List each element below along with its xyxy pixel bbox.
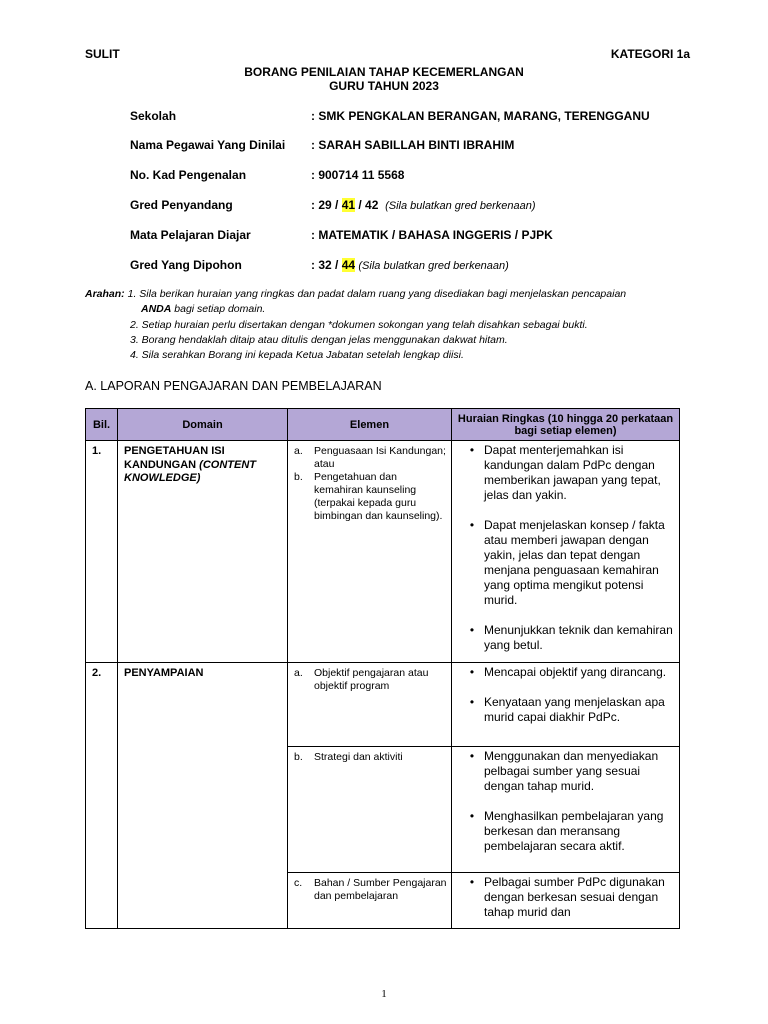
element-item: [294, 445, 447, 471]
subject-value: : MATEMATIK / BAHASA INGGERIS / PJPK: [311, 228, 553, 242]
description-item: [460, 665, 675, 680]
current-grade-note: (Sila bulatkan gred berkenaan): [385, 200, 536, 212]
element-text: Bahan / Sumber Pengajaran dan pembelajaran: [314, 877, 447, 902]
current-grade-prefix: : 29 /: [311, 198, 342, 212]
description-item: [460, 695, 675, 725]
description-text: Menggunakan dan menyediakan pelbagai sumber yang sesuai dengan tahap murid.: [484, 749, 659, 793]
element-item: [294, 877, 447, 903]
description-text: Mencapai objektif yang dirancang.: [484, 665, 667, 679]
bullet-icon: •: [469, 749, 475, 763]
ic-number-label: No. Kad Pengenalan: [130, 168, 247, 182]
form-subtitle: GURU TAHUN 2023: [329, 79, 439, 93]
element-marker: a.: [294, 667, 303, 679]
element-text: Penguasaan Isi Kandungan; atau: [314, 445, 446, 470]
element-cell: [288, 873, 452, 929]
instructions-line-1b: [141, 303, 265, 315]
description-cell: [452, 873, 680, 929]
ic-number-value: : 900714 11 5568: [311, 168, 405, 182]
description-text: Menunjukkan teknik dan kemahiran yang betul.: [484, 623, 673, 652]
description-item: [460, 443, 675, 503]
applied-grade-note: (Sila bulatkan gred berkenaan): [358, 260, 509, 272]
applied-grade-label: Gred Yang Dipohon: [130, 258, 242, 272]
bullet-icon: •: [469, 809, 475, 823]
applied-grade-value: [311, 258, 509, 272]
bullet-icon: •: [469, 695, 475, 709]
element-item: [294, 471, 447, 523]
row-number: 1.: [86, 441, 118, 663]
instructions-text-1: 1. Sila berikan huraian yang ringkas dan padat dalam ruang yang disediakan bagi menjelaskan pencapaian: [127, 288, 627, 300]
header-huraian: Huraian Ringkas (10 hingga 20 perkataan bagi setiap elemen): [452, 409, 680, 441]
header-elemen: Elemen: [288, 409, 452, 441]
description-text: Kenyataan yang menjelaskan apa murid capai diakhir PdPc.: [484, 695, 665, 724]
element-cell: [288, 663, 452, 747]
domain-text: PENGETAHUAN ISI KANDUNGAN: [124, 445, 225, 471]
instructions-line-2: 2. Setiap huraian perlu disertakan dengan *dokumen sokongan yang telah disahkan sebagai bukti.: [130, 319, 588, 331]
current-grade-suffix: / 42: [355, 198, 379, 212]
description-item: [460, 875, 675, 920]
domain-italic-text: (CONTENT KNOWLEDGE): [124, 458, 256, 484]
officer-name-label: Nama Pegawai Yang Dinilai: [130, 138, 286, 152]
header-bil: Bil.: [86, 409, 118, 441]
current-grade-highlight: 41: [341, 198, 356, 212]
instructions-label: Arahan:: [85, 288, 125, 300]
current-grade-label: Gred Penyandang: [130, 198, 233, 212]
element-cell: [288, 747, 452, 873]
page-number: 1: [381, 988, 387, 1000]
table-header-row: [86, 409, 680, 441]
element-cell: [288, 441, 452, 663]
description-text: Dapat menterjemahkan isi kandungan dalam PdPc dengan memberikan jawapan yang tepat, jelas dan yakin.: [484, 443, 661, 502]
description-cell: [452, 747, 680, 873]
description-item: [460, 623, 675, 653]
element-marker: b.: [294, 471, 303, 483]
domain-cell: PENYAMPAIAN: [118, 663, 288, 929]
bullet-icon: •: [469, 665, 475, 679]
description-text: Pelbagai sumber PdPc digunakan dengan berkesan sesuai dengan tahap murid dan: [484, 875, 665, 919]
description-item: [460, 809, 675, 854]
bullet-icon: •: [469, 443, 475, 457]
element-text: Strategi dan aktiviti: [314, 751, 403, 763]
description-item: [460, 749, 675, 794]
bullet-icon: •: [469, 875, 475, 889]
current-grade-value: [311, 198, 536, 212]
element-marker: a.: [294, 445, 303, 457]
element-text: Objektif pengajaran atau objektif program: [314, 667, 429, 692]
description-cell: [452, 441, 680, 663]
description-cell: [452, 663, 680, 747]
description-item: [460, 518, 675, 608]
table-row: [86, 441, 680, 663]
subject-label: Mata Pelajaran Diajar: [130, 228, 251, 242]
bullet-icon: •: [469, 623, 475, 637]
element-item: [294, 751, 447, 764]
description-text: Menghasilkan pembelajaran yang berkesan dan meransang pembelajaran secara aktif.: [484, 809, 664, 853]
description-text: Dapat menjelaskan konsep / fakta atau memberi jawapan dengan yakin, jelas dan tepat dengan menjana penguasaan kemahiran yang optima mengikut potensi murid.: [484, 518, 665, 607]
header-category-label: KATEGORI 1a: [610, 47, 690, 61]
element-marker: b.: [294, 751, 303, 763]
element-marker: c.: [294, 877, 303, 889]
applied-grade-prefix: : 32 /: [311, 258, 342, 272]
instructions-text-1b: bagi setiap domain.: [171, 303, 266, 315]
element-text: Pengetahuan dan kemahiran kaunseling (terpakai kepada guru bimbingan dan kaunseling).: [314, 471, 443, 522]
officer-name-value: : SARAH SABILLAH BINTI IBRAHIM: [311, 138, 515, 152]
domain-cell: [118, 441, 288, 663]
instructions-emphasis: ANDA: [141, 303, 172, 315]
table-row: [86, 663, 680, 747]
school-value: : SMK PENGKALAN BERANGAN, MARANG, TERENGGANU: [311, 109, 650, 123]
instructions-line-4: 4. Sila serahkan Borang ini kepada Ketua Jabatan setelah lengkap diisi.: [130, 349, 464, 361]
header-left-label: SULIT: [85, 47, 120, 61]
assessment-table: [85, 408, 680, 929]
element-item: [294, 667, 447, 693]
school-label: Sekolah: [130, 109, 177, 123]
header-domain: Domain: [118, 409, 288, 441]
section-title: A. LAPORAN PENGAJARAN DAN PEMBELAJARAN: [85, 379, 382, 393]
instructions-line-3: 3. Borang hendaklah ditaip atau ditulis dengan jelas menggunakan dakwat hitam.: [130, 334, 508, 346]
bullet-icon: •: [469, 518, 475, 532]
row-number: 2.: [86, 663, 118, 929]
applied-grade-highlight: 44: [341, 258, 356, 272]
form-title: BORANG PENILAIAN TAHAP KECEMERLANGAN: [244, 65, 524, 79]
instructions-line-1: [85, 288, 626, 300]
